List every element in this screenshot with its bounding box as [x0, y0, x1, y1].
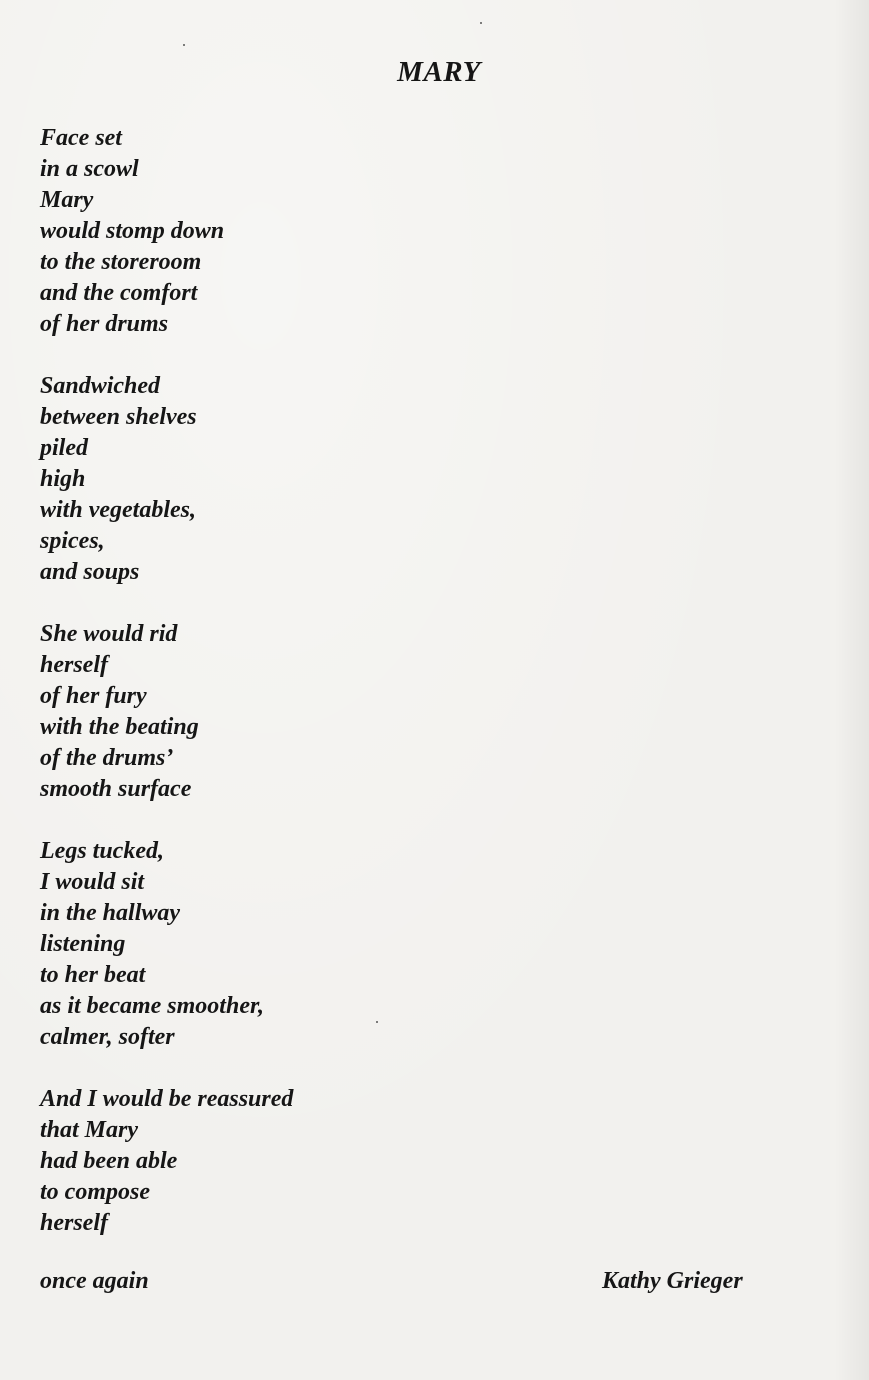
stanza-2	[40, 371, 293, 588]
poem-line: between shelves	[40, 404, 197, 430]
poem-line: to her beat	[40, 962, 146, 988]
poem-line: would stomp down	[40, 218, 225, 244]
poem-line: listening	[40, 931, 126, 957]
poem-line: spices,	[40, 528, 105, 554]
stanza-3	[40, 619, 293, 805]
poem-final-line: once again	[40, 1268, 149, 1294]
poem-title: MARY	[397, 56, 481, 88]
stanza-1	[40, 123, 293, 340]
poem-line: Face set	[40, 125, 122, 151]
poem-line: had been able	[40, 1148, 178, 1174]
poem-line: herself	[40, 652, 108, 678]
paper-speck	[480, 22, 482, 24]
poem-line: I would sit	[40, 869, 145, 895]
poem-line: herself	[40, 1210, 108, 1236]
poem-line: of the drums’	[40, 745, 174, 771]
poem-line: piled	[40, 435, 88, 461]
poem-line: with vegetables,	[40, 497, 196, 523]
poem-line: smooth surface	[40, 776, 192, 802]
poem-line: calmer, softer	[40, 1024, 175, 1050]
paper-speck	[376, 1021, 378, 1023]
stanza-4	[40, 836, 293, 1053]
poem-line: and soups	[40, 559, 140, 585]
paper-speck	[183, 44, 185, 46]
poem-line: and the comfort	[40, 280, 198, 306]
poem-line: of her fury	[40, 683, 147, 709]
poem-body	[40, 123, 293, 1270]
poem-line: of her drums	[40, 311, 169, 337]
stanza-5	[40, 1084, 293, 1239]
poem-line: Legs tucked,	[40, 838, 164, 864]
poem-line: to the storeroom	[40, 249, 202, 275]
author-name: Kathy Grieger	[602, 1268, 743, 1294]
poem-line: Sandwiched	[40, 373, 161, 399]
poem-line: to compose	[40, 1179, 150, 1205]
poem-line: as it became smoother,	[40, 993, 264, 1019]
poem-line: Mary	[40, 187, 94, 213]
poem-line: that Mary	[40, 1117, 139, 1143]
poem-line: with the beating	[40, 714, 199, 740]
poem-line: And I would be reassured	[40, 1086, 294, 1112]
poem-line: in a scowl	[40, 156, 139, 182]
poem-line: in the hallway	[40, 900, 181, 926]
poem-line: She would rid	[40, 621, 178, 647]
poem-line: high	[40, 466, 86, 492]
